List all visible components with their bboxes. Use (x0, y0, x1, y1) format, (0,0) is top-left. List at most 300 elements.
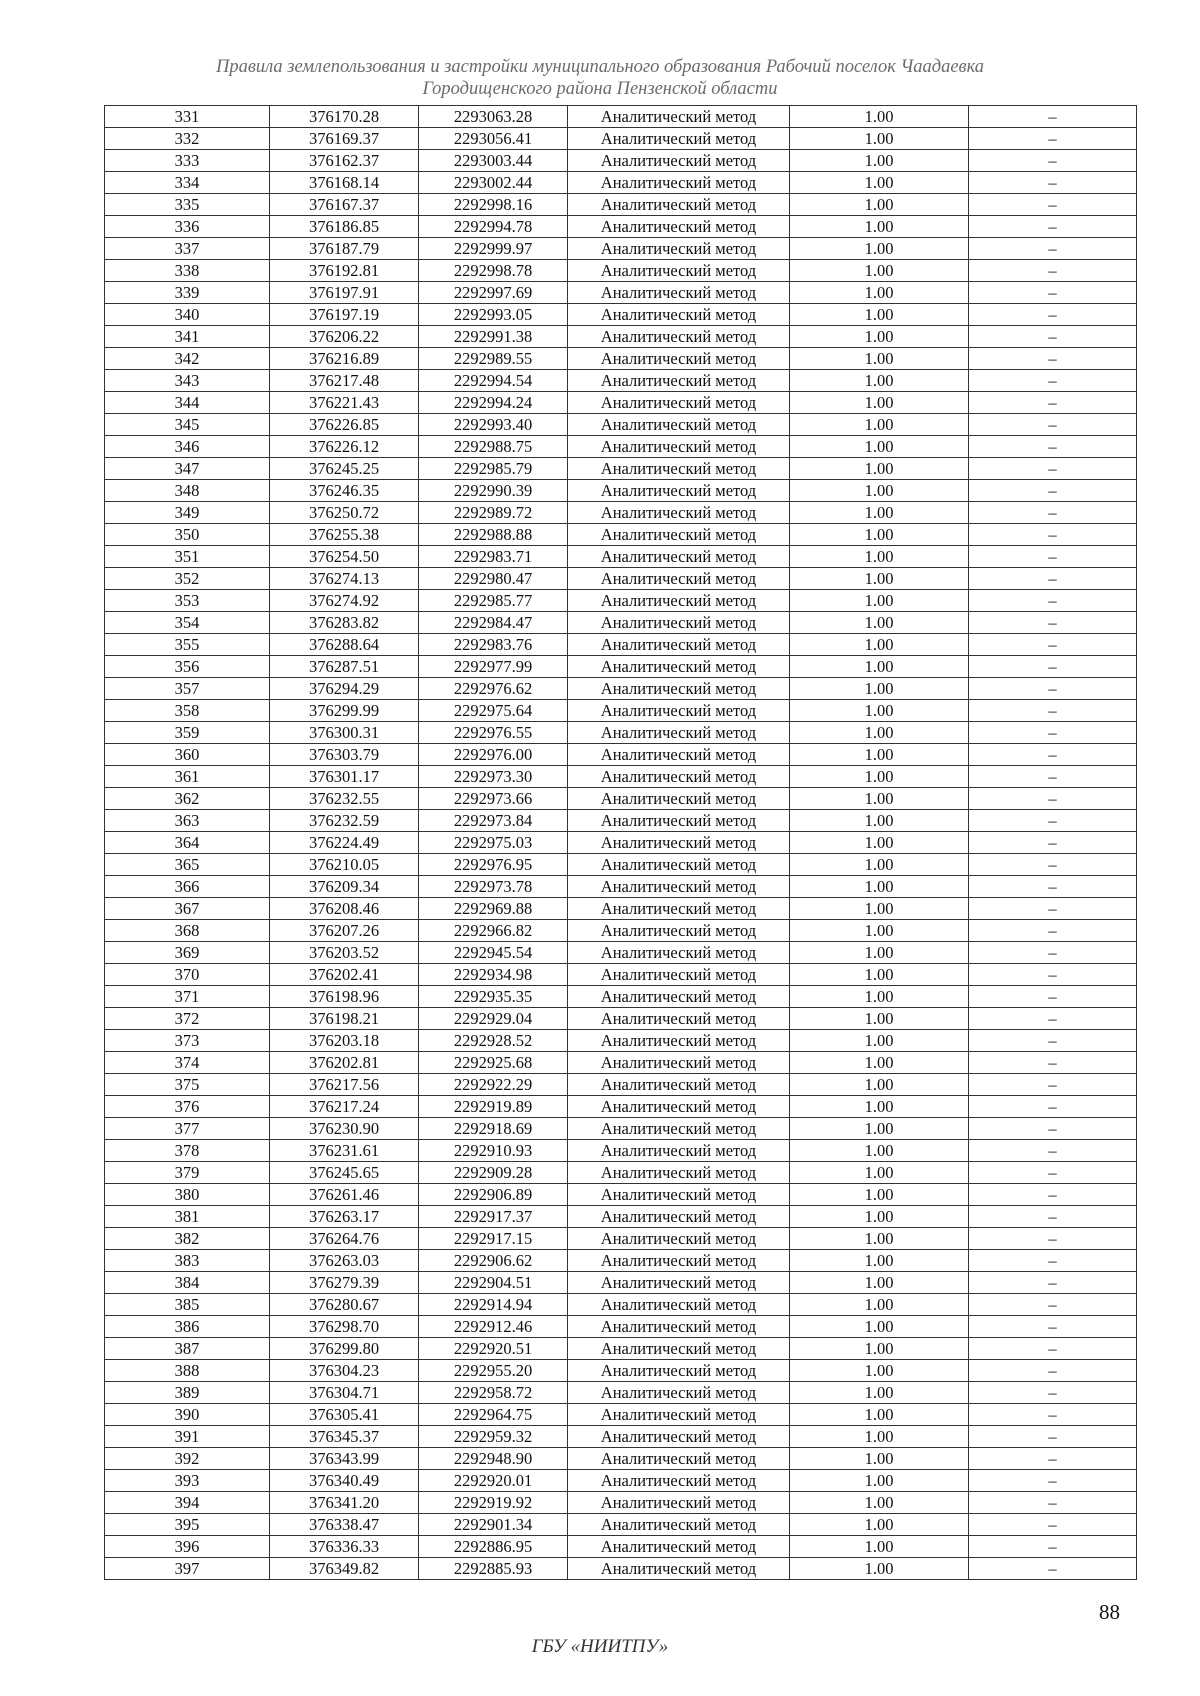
y-coordinate-cell: 2292993.40 (419, 414, 568, 436)
coordinates-table-body (105, 106, 1137, 1580)
accuracy-cell: 1.00 (790, 370, 969, 392)
y-coordinate-cell: 2292975.64 (419, 700, 568, 722)
y-coordinate-cell: 2292904.51 (419, 1272, 568, 1294)
x-coordinate-cell: 376274.92 (270, 590, 419, 612)
x-coordinate-cell: 376217.48 (270, 370, 419, 392)
description-cell: – (969, 1052, 1137, 1074)
x-coordinate-cell: 376294.29 (270, 678, 419, 700)
table-row (105, 766, 1137, 788)
method-cell: Аналитический метод (568, 1316, 790, 1338)
y-coordinate-cell: 2292989.72 (419, 502, 568, 524)
description-cell: – (969, 1382, 1137, 1404)
y-coordinate-cell: 2292993.05 (419, 304, 568, 326)
method-cell: Аналитический метод (568, 1514, 790, 1536)
table-row (105, 1096, 1137, 1118)
method-cell: Аналитический метод (568, 1052, 790, 1074)
y-coordinate-cell: 2292964.75 (419, 1404, 568, 1426)
accuracy-cell: 1.00 (790, 876, 969, 898)
table-row (105, 810, 1137, 832)
y-coordinate-cell: 2292955.20 (419, 1360, 568, 1382)
y-coordinate-cell: 2292918.69 (419, 1118, 568, 1140)
accuracy-cell: 1.00 (790, 788, 969, 810)
x-coordinate-cell: 376349.82 (270, 1558, 419, 1580)
description-cell: – (969, 1492, 1137, 1514)
y-coordinate-cell: 2292966.82 (419, 920, 568, 942)
table-row (105, 216, 1137, 238)
accuracy-cell: 1.00 (790, 1404, 969, 1426)
point-number-cell: 335 (105, 194, 270, 216)
table-row (105, 172, 1137, 194)
x-coordinate-cell: 376340.49 (270, 1470, 419, 1492)
accuracy-cell: 1.00 (790, 1008, 969, 1030)
method-cell: Аналитический метод (568, 1536, 790, 1558)
y-coordinate-cell: 2292928.52 (419, 1030, 568, 1052)
description-cell: – (969, 458, 1137, 480)
y-coordinate-cell: 2292980.47 (419, 568, 568, 590)
description-cell: – (969, 810, 1137, 832)
method-cell: Аналитический метод (568, 1294, 790, 1316)
table-row (105, 678, 1137, 700)
point-number-cell: 374 (105, 1052, 270, 1074)
x-coordinate-cell: 376304.23 (270, 1360, 419, 1382)
table-row (105, 480, 1137, 502)
description-cell: – (969, 1558, 1137, 1580)
y-coordinate-cell: 2292973.30 (419, 766, 568, 788)
method-cell: Аналитический метод (568, 1074, 790, 1096)
y-coordinate-cell: 2292909.28 (419, 1162, 568, 1184)
table-row (105, 722, 1137, 744)
description-cell: – (969, 854, 1137, 876)
description-cell: – (969, 194, 1137, 216)
accuracy-cell: 1.00 (790, 1184, 969, 1206)
description-cell: – (969, 1514, 1137, 1536)
method-cell: Аналитический метод (568, 832, 790, 854)
description-cell: – (969, 1404, 1137, 1426)
description-cell: – (969, 700, 1137, 722)
x-coordinate-cell: 376226.12 (270, 436, 419, 458)
accuracy-cell: 1.00 (790, 458, 969, 480)
table-row (105, 524, 1137, 546)
x-coordinate-cell: 376162.37 (270, 150, 419, 172)
table-row (105, 260, 1137, 282)
y-coordinate-cell: 2292910.93 (419, 1140, 568, 1162)
x-coordinate-cell: 376304.71 (270, 1382, 419, 1404)
y-coordinate-cell: 2292906.89 (419, 1184, 568, 1206)
description-cell: – (969, 1338, 1137, 1360)
method-cell: Аналитический метод (568, 1404, 790, 1426)
y-coordinate-cell: 2292973.66 (419, 788, 568, 810)
accuracy-cell: 1.00 (790, 810, 969, 832)
y-coordinate-cell: 2292922.29 (419, 1074, 568, 1096)
y-coordinate-cell: 2292989.55 (419, 348, 568, 370)
point-number-cell: 349 (105, 502, 270, 524)
accuracy-cell: 1.00 (790, 172, 969, 194)
accuracy-cell: 1.00 (790, 194, 969, 216)
accuracy-cell: 1.00 (790, 1140, 969, 1162)
x-coordinate-cell: 376198.96 (270, 986, 419, 1008)
x-coordinate-cell: 376301.17 (270, 766, 419, 788)
accuracy-cell: 1.00 (790, 282, 969, 304)
table-row (105, 326, 1137, 348)
method-cell: Аналитический метод (568, 1338, 790, 1360)
accuracy-cell: 1.00 (790, 1206, 969, 1228)
point-number-cell: 345 (105, 414, 270, 436)
x-coordinate-cell: 376231.61 (270, 1140, 419, 1162)
method-cell: Аналитический метод (568, 414, 790, 436)
table-row (105, 194, 1137, 216)
table-row (105, 392, 1137, 414)
table-row (105, 898, 1137, 920)
accuracy-cell: 1.00 (790, 568, 969, 590)
accuracy-cell: 1.00 (790, 106, 969, 128)
method-cell: Аналитический метод (568, 876, 790, 898)
description-cell: – (969, 964, 1137, 986)
description-cell: – (969, 1074, 1137, 1096)
description-cell: – (969, 1360, 1137, 1382)
method-cell: Аналитический метод (568, 546, 790, 568)
table-row (105, 546, 1137, 568)
y-coordinate-cell: 2292977.99 (419, 656, 568, 678)
x-coordinate-cell: 376226.85 (270, 414, 419, 436)
method-cell: Аналитический метод (568, 216, 790, 238)
method-cell: Аналитический метод (568, 656, 790, 678)
point-number-cell: 338 (105, 260, 270, 282)
x-coordinate-cell: 376217.56 (270, 1074, 419, 1096)
point-number-cell: 376 (105, 1096, 270, 1118)
y-coordinate-cell: 2292983.71 (419, 546, 568, 568)
description-cell: – (969, 436, 1137, 458)
accuracy-cell: 1.00 (790, 524, 969, 546)
method-cell: Аналитический метод (568, 1206, 790, 1228)
point-number-cell: 360 (105, 744, 270, 766)
table-row (105, 1426, 1137, 1448)
y-coordinate-cell: 2292985.77 (419, 590, 568, 612)
description-cell: – (969, 1162, 1137, 1184)
point-number-cell: 359 (105, 722, 270, 744)
x-coordinate-cell: 376279.39 (270, 1272, 419, 1294)
method-cell: Аналитический метод (568, 612, 790, 634)
accuracy-cell: 1.00 (790, 964, 969, 986)
accuracy-cell: 1.00 (790, 1470, 969, 1492)
y-coordinate-cell: 2292975.03 (419, 832, 568, 854)
accuracy-cell: 1.00 (790, 260, 969, 282)
method-cell: Аналитический метод (568, 1426, 790, 1448)
table-row (105, 1294, 1137, 1316)
x-coordinate-cell: 376192.81 (270, 260, 419, 282)
point-number-cell: 361 (105, 766, 270, 788)
y-coordinate-cell: 2292948.90 (419, 1448, 568, 1470)
description-cell: – (969, 1096, 1137, 1118)
point-number-cell: 337 (105, 238, 270, 260)
table-row (105, 1162, 1137, 1184)
x-coordinate-cell: 376298.70 (270, 1316, 419, 1338)
point-number-cell: 357 (105, 678, 270, 700)
y-coordinate-cell: 2292976.00 (419, 744, 568, 766)
description-cell: – (969, 282, 1137, 304)
method-cell: Аналитический метод (568, 480, 790, 502)
x-coordinate-cell: 376232.59 (270, 810, 419, 832)
description-cell: – (969, 546, 1137, 568)
x-coordinate-cell: 376221.43 (270, 392, 419, 414)
table-row (105, 744, 1137, 766)
description-cell: – (969, 766, 1137, 788)
method-cell: Аналитический метод (568, 458, 790, 480)
point-number-cell: 347 (105, 458, 270, 480)
y-coordinate-cell: 2292976.55 (419, 722, 568, 744)
table-row (105, 304, 1137, 326)
description-cell: – (969, 1030, 1137, 1052)
point-number-cell: 384 (105, 1272, 270, 1294)
x-coordinate-cell: 376207.26 (270, 920, 419, 942)
accuracy-cell: 1.00 (790, 238, 969, 260)
method-cell: Аналитический метод (568, 1162, 790, 1184)
accuracy-cell: 1.00 (790, 1316, 969, 1338)
method-cell: Аналитический метод (568, 854, 790, 876)
point-number-cell: 390 (105, 1404, 270, 1426)
table-row (105, 876, 1137, 898)
table-row (105, 282, 1137, 304)
x-coordinate-cell: 376210.05 (270, 854, 419, 876)
method-cell: Аналитический метод (568, 392, 790, 414)
description-cell: – (969, 480, 1137, 502)
accuracy-cell: 1.00 (790, 1426, 969, 1448)
y-coordinate-cell: 2292998.16 (419, 194, 568, 216)
method-cell: Аналитический метод (568, 1118, 790, 1140)
point-number-cell: 392 (105, 1448, 270, 1470)
x-coordinate-cell: 376341.20 (270, 1492, 419, 1514)
x-coordinate-cell: 376186.85 (270, 216, 419, 238)
table-row (105, 238, 1137, 260)
description-cell: – (969, 678, 1137, 700)
description-cell: – (969, 348, 1137, 370)
method-cell: Аналитический метод (568, 1140, 790, 1162)
y-coordinate-cell: 2292886.95 (419, 1536, 568, 1558)
page-footer: ГБУ «НИИТПУ» (531, 1636, 669, 1657)
y-coordinate-cell: 2292985.79 (419, 458, 568, 480)
method-cell: Аналитический метод (568, 964, 790, 986)
method-cell: Аналитический метод (568, 194, 790, 216)
x-coordinate-cell: 376288.64 (270, 634, 419, 656)
table-row (105, 1382, 1137, 1404)
table-row (105, 1338, 1137, 1360)
point-number-cell: 372 (105, 1008, 270, 1030)
y-coordinate-cell: 2292973.84 (419, 810, 568, 832)
table-row (105, 920, 1137, 942)
accuracy-cell: 1.00 (790, 612, 969, 634)
table-row (105, 1052, 1137, 1074)
method-cell: Аналитический метод (568, 502, 790, 524)
table-row (105, 986, 1137, 1008)
point-number-cell: 342 (105, 348, 270, 370)
x-coordinate-cell: 376283.82 (270, 612, 419, 634)
description-cell: – (969, 414, 1137, 436)
method-cell: Аналитический метод (568, 1382, 790, 1404)
x-coordinate-cell: 376245.25 (270, 458, 419, 480)
point-number-cell: 367 (105, 898, 270, 920)
x-coordinate-cell: 376208.46 (270, 898, 419, 920)
y-coordinate-cell: 2292973.78 (419, 876, 568, 898)
method-cell: Аналитический метод (568, 942, 790, 964)
table-row (105, 1074, 1137, 1096)
method-cell: Аналитический метод (568, 766, 790, 788)
point-number-cell: 395 (105, 1514, 270, 1536)
method-cell: Аналитический метод (568, 700, 790, 722)
point-number-cell: 389 (105, 1382, 270, 1404)
accuracy-cell: 1.00 (790, 546, 969, 568)
x-coordinate-cell: 376287.51 (270, 656, 419, 678)
table-row (105, 590, 1137, 612)
description-cell: – (969, 920, 1137, 942)
method-cell: Аналитический метод (568, 1228, 790, 1250)
accuracy-cell: 1.00 (790, 436, 969, 458)
method-cell: Аналитический метод (568, 1470, 790, 1492)
point-number-cell: 346 (105, 436, 270, 458)
x-coordinate-cell: 376263.03 (270, 1250, 419, 1272)
description-cell: – (969, 216, 1137, 238)
accuracy-cell: 1.00 (790, 656, 969, 678)
method-cell: Аналитический метод (568, 810, 790, 832)
table-row (105, 1360, 1137, 1382)
description-cell: – (969, 128, 1137, 150)
method-cell: Аналитический метод (568, 590, 790, 612)
x-coordinate-cell: 376280.67 (270, 1294, 419, 1316)
x-coordinate-cell: 376203.18 (270, 1030, 419, 1052)
point-number-cell: 381 (105, 1206, 270, 1228)
x-coordinate-cell: 376167.37 (270, 194, 419, 216)
y-coordinate-cell: 2292990.39 (419, 480, 568, 502)
y-coordinate-cell: 2292901.34 (419, 1514, 568, 1536)
accuracy-cell: 1.00 (790, 1536, 969, 1558)
description-cell: – (969, 832, 1137, 854)
point-number-cell: 343 (105, 370, 270, 392)
x-coordinate-cell: 376345.37 (270, 1426, 419, 1448)
description-cell: – (969, 986, 1137, 1008)
point-number-cell: 385 (105, 1294, 270, 1316)
method-cell: Аналитический метод (568, 898, 790, 920)
accuracy-cell: 1.00 (790, 1338, 969, 1360)
point-number-cell: 388 (105, 1360, 270, 1382)
accuracy-cell: 1.00 (790, 392, 969, 414)
point-number-cell: 358 (105, 700, 270, 722)
page-header (100, 56, 1100, 100)
accuracy-cell: 1.00 (790, 304, 969, 326)
description-cell: – (969, 788, 1137, 810)
table-row (105, 1228, 1137, 1250)
y-coordinate-cell: 2293002.44 (419, 172, 568, 194)
description-cell: – (969, 722, 1137, 744)
table-row (105, 700, 1137, 722)
page-number: 88 (1099, 1600, 1120, 1624)
table-row (105, 1492, 1137, 1514)
x-coordinate-cell: 376245.65 (270, 1162, 419, 1184)
accuracy-cell: 1.00 (790, 1272, 969, 1294)
point-number-cell: 391 (105, 1426, 270, 1448)
x-coordinate-cell: 376170.28 (270, 106, 419, 128)
y-coordinate-cell: 2292919.89 (419, 1096, 568, 1118)
description-cell: – (969, 172, 1137, 194)
y-coordinate-cell: 2292998.78 (419, 260, 568, 282)
x-coordinate-cell: 376338.47 (270, 1514, 419, 1536)
point-number-cell: 378 (105, 1140, 270, 1162)
accuracy-cell: 1.00 (790, 744, 969, 766)
table-row (105, 370, 1137, 392)
x-coordinate-cell: 376216.89 (270, 348, 419, 370)
point-number-cell: 383 (105, 1250, 270, 1272)
accuracy-cell: 1.00 (790, 854, 969, 876)
accuracy-cell: 1.00 (790, 480, 969, 502)
accuracy-cell: 1.00 (790, 1030, 969, 1052)
point-number-cell: 332 (105, 128, 270, 150)
x-coordinate-cell: 376202.81 (270, 1052, 419, 1074)
table-row (105, 1558, 1137, 1580)
accuracy-cell: 1.00 (790, 986, 969, 1008)
y-coordinate-cell: 2292988.88 (419, 524, 568, 546)
table-row (105, 1008, 1137, 1030)
method-cell: Аналитический метод (568, 568, 790, 590)
y-coordinate-cell: 2292912.46 (419, 1316, 568, 1338)
table-row (105, 788, 1137, 810)
method-cell: Аналитический метод (568, 150, 790, 172)
y-coordinate-cell: 2292935.35 (419, 986, 568, 1008)
x-coordinate-cell: 376264.76 (270, 1228, 419, 1250)
y-coordinate-cell: 2292994.24 (419, 392, 568, 414)
method-cell: Аналитический метод (568, 744, 790, 766)
description-cell: – (969, 634, 1137, 656)
accuracy-cell: 1.00 (790, 898, 969, 920)
point-number-cell: 394 (105, 1492, 270, 1514)
x-coordinate-cell: 376343.99 (270, 1448, 419, 1470)
table-row (105, 964, 1137, 986)
description-cell: – (969, 568, 1137, 590)
description-cell: – (969, 1316, 1137, 1338)
description-cell: – (969, 1272, 1137, 1294)
table-row (105, 942, 1137, 964)
table-row (105, 612, 1137, 634)
y-coordinate-cell: 2292945.54 (419, 942, 568, 964)
point-number-cell: 340 (105, 304, 270, 326)
method-cell: Аналитический метод (568, 524, 790, 546)
y-coordinate-cell: 2292983.76 (419, 634, 568, 656)
description-cell: – (969, 1118, 1137, 1140)
y-coordinate-cell: 2293063.28 (419, 106, 568, 128)
description-cell: – (969, 1294, 1137, 1316)
accuracy-cell: 1.00 (790, 1514, 969, 1536)
table-row (105, 1404, 1137, 1426)
table-row (105, 1206, 1137, 1228)
description-cell: – (969, 524, 1137, 546)
y-coordinate-cell: 2292999.97 (419, 238, 568, 260)
description-cell: – (969, 326, 1137, 348)
point-number-cell: 375 (105, 1074, 270, 1096)
description-cell: – (969, 1250, 1137, 1272)
point-number-cell: 377 (105, 1118, 270, 1140)
table-row (105, 1118, 1137, 1140)
description-cell: – (969, 1140, 1137, 1162)
point-number-cell: 352 (105, 568, 270, 590)
table-row (105, 1272, 1137, 1294)
accuracy-cell: 1.00 (790, 216, 969, 238)
x-coordinate-cell: 376254.50 (270, 546, 419, 568)
accuracy-cell: 1.00 (790, 942, 969, 964)
point-number-cell: 333 (105, 150, 270, 172)
table-row (105, 1514, 1137, 1536)
method-cell: Аналитический метод (568, 348, 790, 370)
y-coordinate-cell: 2292919.92 (419, 1492, 568, 1514)
y-coordinate-cell: 2292988.75 (419, 436, 568, 458)
accuracy-cell: 1.00 (790, 590, 969, 612)
accuracy-cell: 1.00 (790, 150, 969, 172)
x-coordinate-cell: 376232.55 (270, 788, 419, 810)
